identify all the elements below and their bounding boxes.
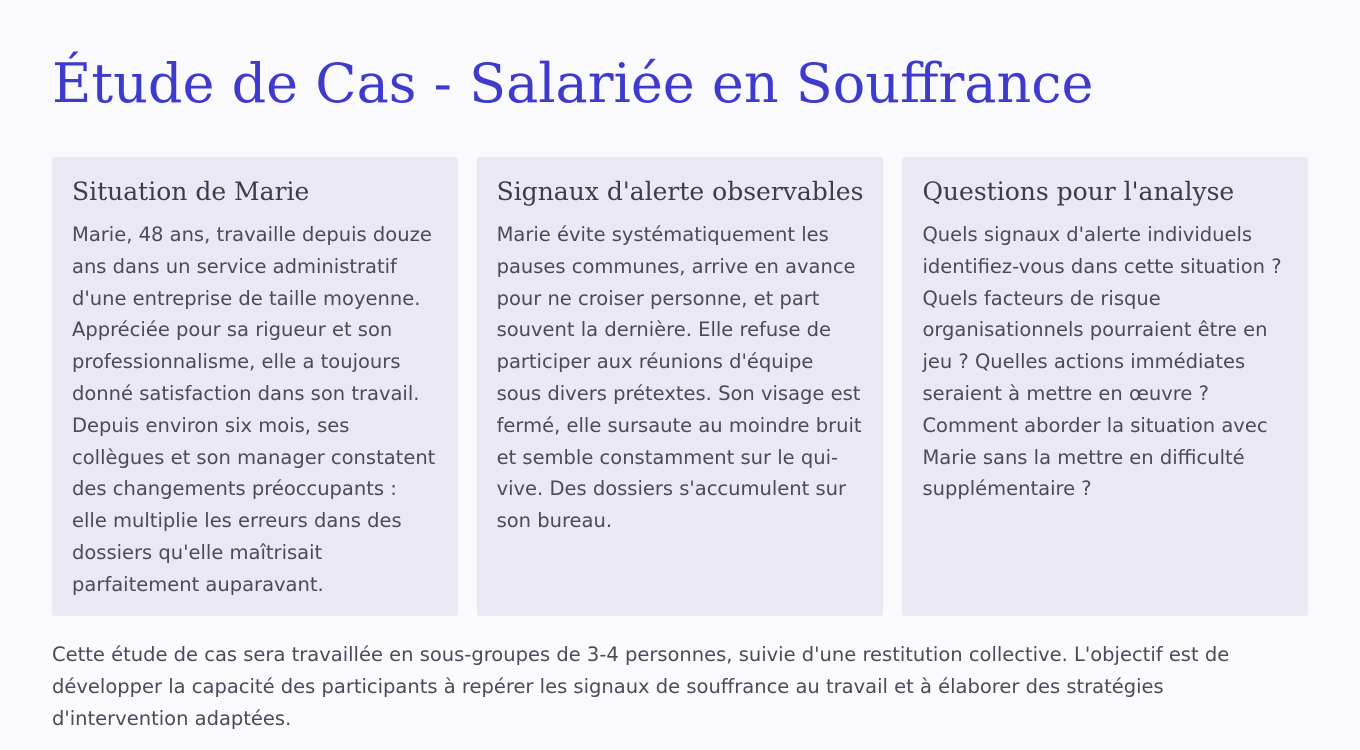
card-situation	[52, 157, 458, 616]
card-warning-signals	[477, 157, 884, 616]
card-warning-signals-body: Marie évite systématiquement les pauses communes, arrive en avance pour ne croiser personne, et part souvent la dernière. Elle refuse de participer aux réunions d'équipe sous divers prétextes. Son visage est fermé, elle sursaute au moindre bruit et semble constamment sur le qui-vive. Des dossiers s'accumulent sur son bureau.	[496, 223, 862, 533]
footer-note: Cette étude de cas sera travaillée en sous-groupes de 3-4 personnes, suivie d'une restitution collective. L'objectif est de développer la capacité des participants à repérer les signaux de souffrance au travail et à élaborer des stratégies d'intervention adaptées.	[52, 643, 1230, 730]
card-questions-heading: Questions pour l'analyse	[922, 177, 1235, 206]
card-situation-body: Marie, 48 ans, travaille depuis douze ans dans un service administratif d'une entreprise de taille moyenne. Appréciée pour sa rigueur et son professionnalisme, elle a toujours donné satisfaction dans son travail. Depuis environ six mois, ses collègues et son manager constatent des changements préoccupants : elle multiplie les erreurs dans des dossiers qu'elle maîtrisait parfaitement auparavant.	[72, 223, 436, 596]
page-title: Étude de Cas - Salariée en Souffrance	[52, 52, 1094, 115]
card-warning-signals-heading: Signaux d'alerte observables	[496, 177, 864, 206]
card-questions	[902, 157, 1308, 616]
card-situation-heading: Situation de Marie	[72, 177, 310, 206]
case-study-cards	[52, 157, 1308, 616]
card-questions-body: Quels signaux d'alerte individuels identifiez-vous dans cette situation ? Quels facteurs de risque organisationnels pourraient être en jeu ? Quelles actions immédiates seraient à mettre en œuvre ? Comment aborder la situation avec Marie sans la mettre en difficulté supplémentaire ?	[922, 223, 1282, 501]
